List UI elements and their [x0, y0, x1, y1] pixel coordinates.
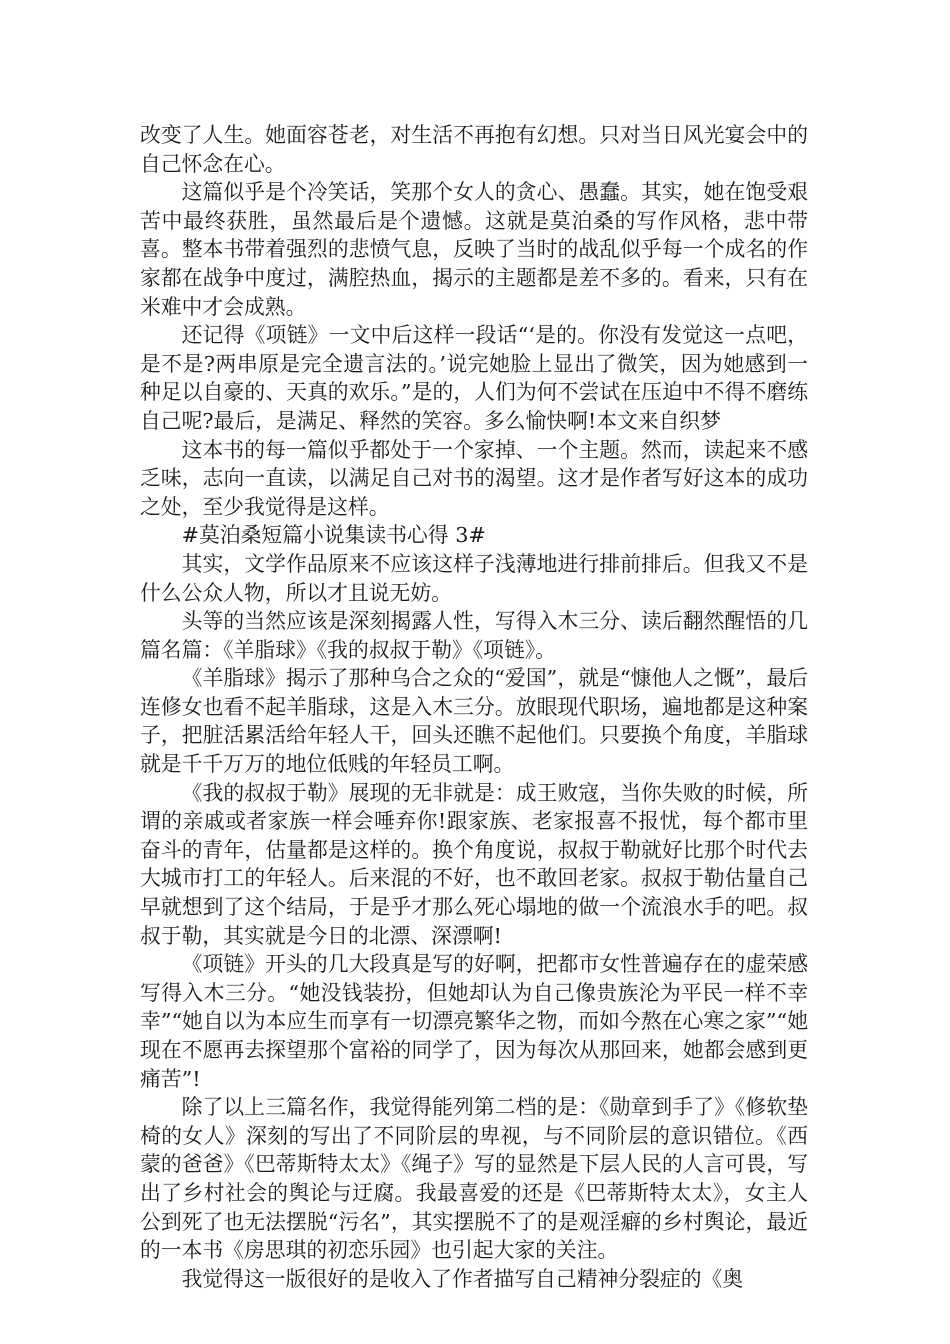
- body-paragraph: 改变了人生。她面容苍老，对生活不再抱有幻想。只对当日风光宴会中的自己怀念在心。: [140, 123, 808, 176]
- body-paragraph: #莫泊桑短篇小说集读书心得 3#: [181, 523, 486, 548]
- body-paragraph: 《我的叔叔于勒》展现的无非就是：成王败寇，当你失败的时候，所谓的亲戚或者家族一样会唾弃你!跟家族、老家报喜不报忧，每个都市里奋斗的青年，估量都是这样的。换个角度说，叔叔于勒就好比那个时代去大城市打工的年轻人。后来混的不好，也不敢回老家。叔叔于勒估量自己早就想到了这个结局，于是乎才那么死心塌地的做一个流浪水手的吧。叔叔于勒，其实就是今日的北漂、深漂啊!: [140, 780, 808, 948]
- body-paragraph: 《项链》开头的几大段真是写的好啊，把都市女性普遍存在的虚荣感写得入木三分。“她没钱装扮，但她却认为自己像贵族沦为平民一样不幸幸”“她自以为本应生而享有一切漂亮繁华之物，而如今熬在心寒之家”“她现在不愿再去探望那个富裕的同学了，因为每次从那回来，她都会感到更痛苦”!: [140, 952, 808, 1091]
- document-body: [140, 121, 808, 1293]
- body-paragraph: 《羊脂球》揭示了那种乌合之众的“爱国”，就是“慷他人之慨”，最后连修女也看不起羊脂球，这是入木三分。放眼现代职场，遍地都是这种案子，把脏活累活给年轻人干，回头还瞧不起他们。只要换个角度，羊脂球就是千千万万的地位低贱的年轻员工啊。: [140, 666, 808, 777]
- body-paragraph: 其实，文学作品原来不应该这样子浅薄地进行排前排后。但我又不是什么公众人物，所以才且说无妨。: [140, 551, 808, 605]
- body-paragraph: 还记得《项链》一文中后这样一段话“‘是的。你没有发觉这一点吧，是不是?两串原是完全遗言法的。’说完她脸上显出了微笑，因为她感到一种足以自豪的、天真的欢乐。”是的，人们为何不尝试在压迫中不得不磨练自己呢?最后，是满足、释然的笑容。多么愉快啊!本文来自织梦: [140, 323, 808, 433]
- body-paragraph: 这本书的每一篇似乎都处于一个家掉、一个主题。然而，读起来不感乏味，志向一直读，以满足自己对书的渴望。这才是作者写好这本的成功之处，至少我觉得是这样。: [140, 437, 808, 519]
- body-paragraph: 头等的当然应该是深刻揭露人性，写得入木三分、读后翻然醒悟的几篇名篇：《羊脂球》《我的叔叔于勒》《项链》。: [140, 609, 808, 662]
- body-paragraph: 这篇似乎是个冷笑话，笑那个女人的贪心、愚蠢。其实，她在饱受艰苦中最终获胜，虽然最后是个遗憾。这就是莫泊桑的写作风格，悲中带喜。整本书带着强烈的悲愤气息，反映了当时的战乱似乎每一个成名的作家都在战争中度过，满腔热血，揭示的主题都是差不多的。看来，只有在米难中才会成熟。: [140, 180, 808, 319]
- body-paragraph: 除了以上三篇名作，我觉得能列第二档的是：《勋章到手了》《修软垫椅的女人》深刻的写出了不同阶层的卑视，与不同阶层的意识错位。《西蒙的爸爸》《巴蒂斯特太太》《绳子》写的显然是下层人民的人言可畏，写出了乡村社会的舆论与迂腐。我最喜爱的还是《巴蒂斯特太太》，女主人公到死了也无法摆脱“污名”，其实摆脱不了的是观淫癖的乡村舆论，最近的一本书《房思琪的初恋乐园》也引起大家的关注。: [140, 1095, 808, 1263]
- body-paragraph: 我觉得这一版很好的是收入了作者描写自己精神分裂症的《奥: [181, 1266, 744, 1291]
